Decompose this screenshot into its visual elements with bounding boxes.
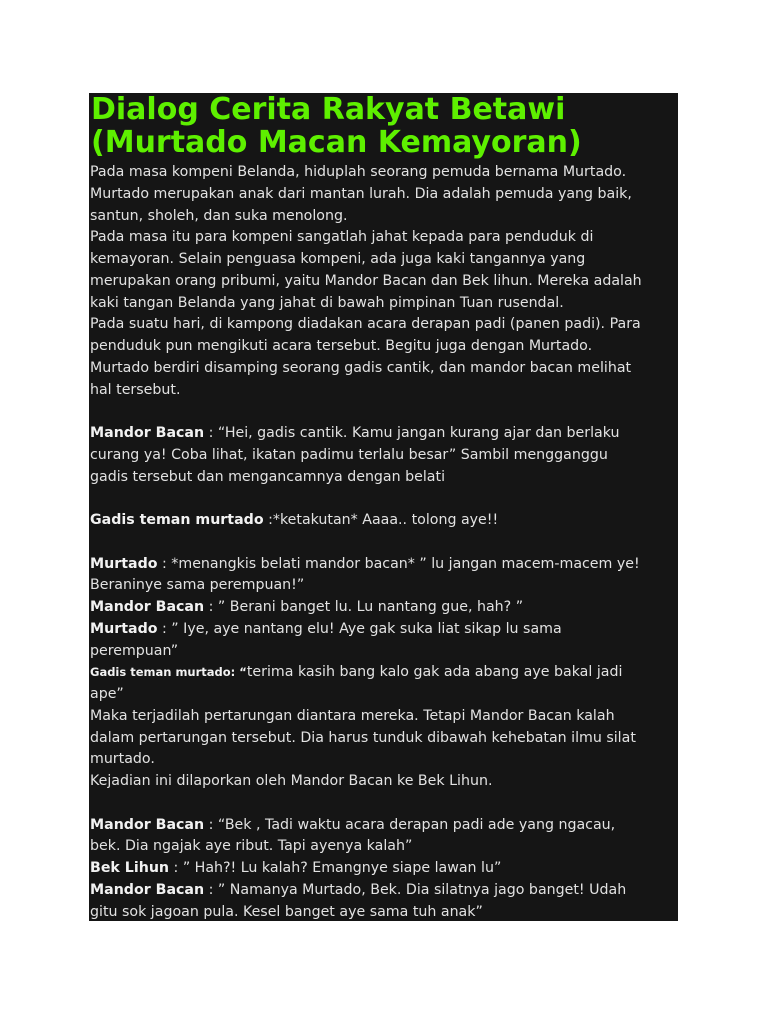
- dialogue-line: [90, 510, 678, 532]
- line-text: curang ya! Coba lihat, ikatan padimu terlalu besar” Sambil mengganggu: [90, 446, 608, 463]
- text-line: [90, 641, 678, 663]
- line-text: : *menangkis belati mandor bacan* ” lu jangan macem-macem ye!: [157, 555, 640, 572]
- line-text: terima kasih bang kalo gak ada abang aye bakal jadi: [246, 664, 623, 681]
- speaker-name: Mandor Bacan: [90, 816, 205, 833]
- text-line: [90, 706, 678, 728]
- line-text: ape”: [90, 686, 124, 702]
- line-text: kemayoran. Selain penguasa kompeni, ada juga kaki tangannya yang: [90, 251, 586, 267]
- speaker-name: Gadis teman murtado: “: [90, 665, 247, 680]
- line-text: bek. Dia ngajak aye ribut. Tapi ayenya kalah”: [90, 838, 413, 855]
- dialogue-line: [90, 815, 678, 837]
- line-text: Pada masa itu para kompeni sangatlah jahat kepada para penduduk di: [90, 229, 594, 246]
- document-title: [91, 93, 678, 159]
- text-line: [90, 249, 678, 271]
- document-body: [90, 162, 678, 921]
- text-line: [90, 793, 678, 815]
- dialogue-line: [90, 880, 678, 902]
- line-text: : ” Iye, aye nantang elu! Aye gak suka liat sikap lu sama: [157, 620, 562, 637]
- text-line: [90, 488, 678, 510]
- line-text: : ” Berani banget lu. Lu nantang gue, hah? ”: [204, 599, 524, 615]
- speaker-name: Murtado: [90, 620, 158, 637]
- speaker-name: Mandor Bacan: [90, 599, 205, 615]
- text-line: [90, 184, 678, 206]
- line-text: : “Hei, gadis cantik. Kamu jangan kurang ajar dan berlaku: [204, 425, 620, 441]
- speaker-name: Mandor Bacan: [90, 881, 205, 898]
- dialogue-line: [90, 554, 678, 576]
- text-line: [90, 902, 678, 922]
- line-text: Murtado merupakan anak dari mantan lurah. Dia adalah pemuda yang baik,: [90, 185, 632, 202]
- line-text: kaki tangan Belanda yang jahat di bawah pimpinan Tuan rusendal.: [90, 294, 564, 311]
- text-line: [90, 206, 678, 228]
- text-line: [90, 575, 678, 597]
- line-text: : “Bek , Tadi waktu acara derapan padi ade yang ngacau,: [204, 816, 616, 833]
- dialogue-line: [90, 423, 678, 445]
- line-text: : ” Hah?! Lu kalah? Emangnye siape lawan lu”: [169, 860, 502, 876]
- text-line: [90, 162, 678, 184]
- title-line-2: (Murtado Macan Kemayoran): [91, 125, 582, 160]
- line-text: perempuan”: [90, 642, 179, 659]
- text-line: [90, 684, 678, 706]
- speaker-name: Murtado: [90, 555, 158, 572]
- text-line: [90, 314, 678, 336]
- line-text: :*ketakutan* Aaaa.. tolong aye!!: [263, 512, 499, 528]
- line-text: santun, sholeh, dan suka menolong.: [90, 207, 348, 224]
- text-line: [90, 467, 678, 489]
- line-text: Murtado berdiri disamping seorang gadis cantik, dan mandor bacan melihat: [90, 359, 632, 376]
- text-line: [90, 227, 678, 249]
- text-line: [90, 380, 678, 402]
- title-line-1: Dialog Cerita Rakyat Betawi: [91, 93, 566, 127]
- line-text: murtado.: [90, 751, 155, 768]
- text-line: [90, 836, 678, 858]
- dialogue-line: [90, 858, 678, 880]
- line-text: Maka terjadilah pertarungan diantara mereka. Tetapi Mandor Bacan kalah: [90, 707, 615, 724]
- text-line: [90, 771, 678, 793]
- line-text: dalam pertarungan tersebut. Dia harus tunduk dibawah kehebatan ilmu silat: [90, 729, 636, 746]
- line-text: : ” Namanya Murtado, Bek. Dia silatnya jago banget! Udah: [204, 881, 627, 898]
- line-text: Beraninye sama perempuan!”: [90, 577, 305, 594]
- line-text: hal tersebut.: [90, 381, 181, 398]
- text-line: [90, 532, 678, 554]
- text-line: [90, 749, 678, 771]
- line-text: Kejadian ini dilaporkan oleh Mandor Bacan ke Bek Lihun.: [90, 773, 493, 789]
- dialogue-line: [90, 662, 678, 684]
- line-text: Pada suatu hari, di kampong diadakan acara derapan padi (panen padi). Para: [90, 316, 641, 333]
- text-line: [90, 401, 678, 423]
- line-text: merupakan orang pribumi, yaitu Mandor Bacan dan Bek lihun. Mereka adalah: [90, 272, 642, 289]
- line-text: Pada masa kompeni Belanda, hiduplah seorang pemuda bernama Murtado.: [90, 164, 627, 180]
- speaker-name: Gadis teman murtado: [90, 512, 264, 528]
- line-text: penduduk pun mengikuti acara tersebut. Begitu juga dengan Murtado.: [90, 338, 593, 354]
- dialogue-line: [90, 619, 678, 641]
- line-text: gitu sok jagoan pula. Kesel banget aye sama tuh anak”: [90, 903, 483, 920]
- text-line: [90, 728, 678, 750]
- speaker-name: Bek Lihun: [90, 860, 170, 876]
- speaker-name: Mandor Bacan: [90, 425, 205, 441]
- text-line: [90, 271, 678, 293]
- line-text: gadis tersebut dan mengancamnya dengan belati: [90, 468, 446, 485]
- text-line: [90, 336, 678, 358]
- document-page: [89, 93, 678, 921]
- text-line: [90, 445, 678, 467]
- text-line: [90, 293, 678, 315]
- text-line: [90, 358, 678, 380]
- dialogue-line: [90, 597, 678, 619]
